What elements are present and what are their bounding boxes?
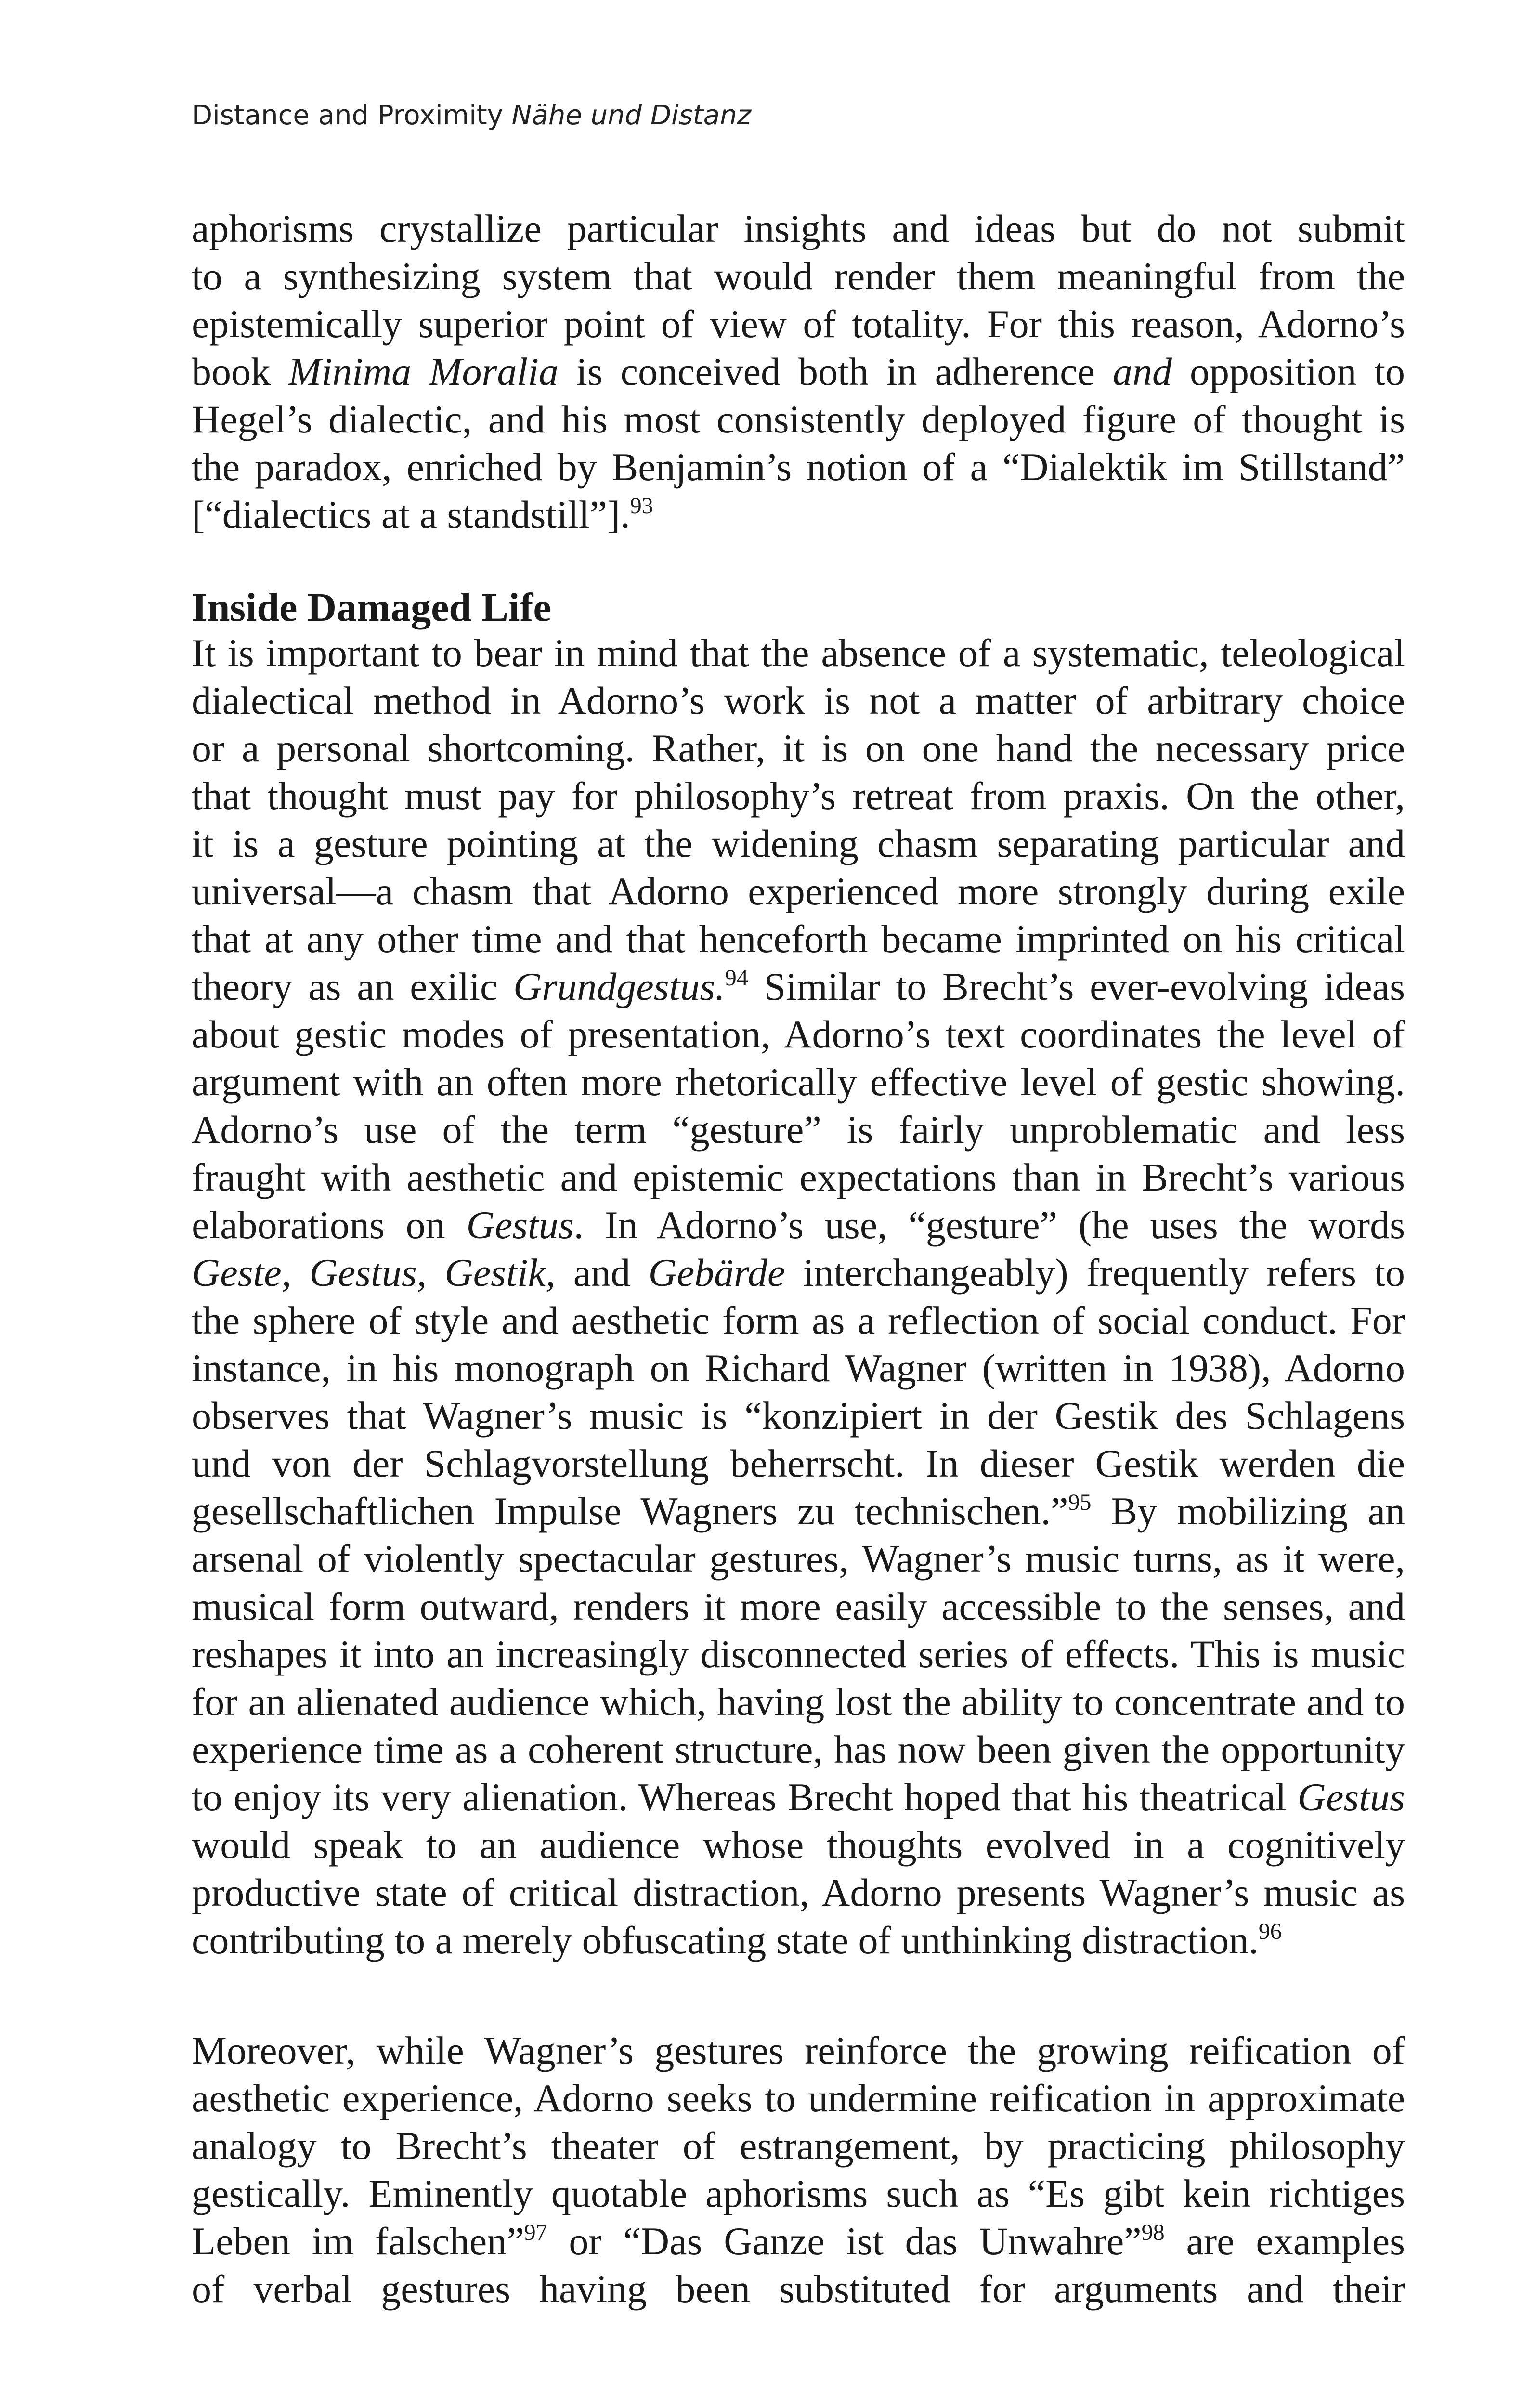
text-line: the paradox, enriched by Benjamin’s notion of a “Dialektik im Stillstand” xyxy=(192,445,1405,489)
text-line: Adorno’s use of the term “gesture” is fairly unproblematic and less xyxy=(192,1108,1405,1152)
text-line: Hegel’s dialectic, and his most consistently deployed figure of thought is xyxy=(192,397,1405,441)
text-line: dialectical method in Adorno’s work is not a matter of arbitrary choice xyxy=(192,679,1405,722)
text-line: [“dialectics at a standstill”].$^{93}$ xyxy=(192,493,653,537)
text-line: instance, in his monograph on Richard Wagner (written in 1938), Adorno xyxy=(192,1346,1405,1390)
text-line: analogy to Brecht’s theater of estrangement, by practicing philosophy xyxy=(192,2124,1405,2168)
text-line: gesellschaftlichen Impulse Wagners zu technischen.”$^{95}$ By mobilizing an xyxy=(192,1489,1405,1533)
footnote-ref-93[interactable]: 93 xyxy=(630,493,653,519)
text-line: und von der Schlagvorstellung beherrscht. In dieser Gestik werden die xyxy=(192,1441,1405,1485)
text-line: for an alienated audience which, having lost the ability to concentrate and to xyxy=(192,1680,1405,1724)
text-line: musical form outward, renders it more easily accessible to the senses, and xyxy=(192,1584,1405,1628)
running-head-title-english: Distance and Proximity xyxy=(192,100,503,131)
text-line: gestically. Eminently quotable aphorisms such as “Es gibt kein richtiges xyxy=(192,2172,1405,2215)
text-line: would speak to an audience whose thoughts evolved in a cognitively xyxy=(192,1823,1405,1867)
footnote-ref-95[interactable]: 95 xyxy=(1068,1490,1092,1515)
text-line: about gestic modes of presentation, Adorno’s text coordinates the level of xyxy=(192,1012,1405,1056)
running-head xyxy=(192,99,751,132)
text-line: observes that Wagner’s music is “konzipiert in der Gestik des Schlagens xyxy=(192,1394,1405,1438)
text-line: aphorisms crystallize particular insights and ideas but do not submit xyxy=(192,207,1405,250)
text-line: epistemically superior point of view of totality. For this reason, Adorno’s xyxy=(192,302,1405,346)
text-line: reshapes it into an increasingly disconnected series of effects. This is music xyxy=(192,1632,1405,1676)
text-line: book Minima Moralia is conceived both in adherence and opposition to xyxy=(192,350,1405,393)
body-paragraph-1 xyxy=(192,629,1405,1964)
text-line: to enjoy its very alienation. Whereas Brecht hoped that his theatrical Gestus xyxy=(192,1775,1405,1819)
book-title-minima-moralia: Minima Moralia xyxy=(288,350,559,393)
footnote-ref-98[interactable]: 98 xyxy=(1141,2220,1165,2245)
text-line: experience time as a coherent structure, has now been given the opportunity xyxy=(192,1727,1405,1771)
running-head-title-german: Nähe und Distanz xyxy=(511,100,751,131)
text-line: productive state of critical distraction, Adorno presents Wagner’s music as xyxy=(192,1871,1405,1914)
text-line: It is important to bear in mind that the absence of a systematic, teleological xyxy=(192,631,1405,675)
text-line: elaborations on Gestus. In Adorno’s use, “gesture” (he uses the words xyxy=(192,1203,1405,1247)
text-line: to a synthesizing system that would render them meaningful from the xyxy=(192,254,1405,298)
text-line: arsenal of violently spectacular gestures, Wagner’s music turns, as it were, xyxy=(192,1537,1405,1581)
section-heading: Inside Damaged Life xyxy=(192,585,551,630)
text-line: of verbal gestures having been substituted for arguments and their xyxy=(192,2267,1405,2311)
text-line: Leben im falschen”$^{97}$ or “Das Ganze ist das Unwahre”$^{98}$ are examples xyxy=(192,2219,1405,2263)
text-line: Geste, Gestus, Gestik, and Gebärde interchangeably) frequently refers to xyxy=(192,1251,1405,1295)
text-line: theory as an exilic Grundgestus.$^{94}$ Similar to Brecht’s ever-evolving ideas xyxy=(192,965,1405,1008)
text-line: it is a gesture pointing at the widening chasm separating particular and xyxy=(192,822,1405,865)
text-line: fraught with aesthetic and epistemic expectations than in Brecht’s various xyxy=(192,1155,1405,1199)
text-line: contributing to a merely obfuscating state of unthinking distraction.$^{96}$ xyxy=(192,1918,1282,1962)
body-paragraph-2 xyxy=(192,2027,1405,2313)
footnote-ref-96[interactable]: 96 xyxy=(1258,1919,1282,1944)
text-line: that at any other time and that henceforth became imprinted on his critical xyxy=(192,917,1405,961)
footnote-ref-97[interactable]: 97 xyxy=(524,2220,547,2245)
footnote-ref-94[interactable]: 94 xyxy=(725,965,748,991)
text-line: argument with an often more rhetorically effective level of gestic showing. xyxy=(192,1060,1405,1104)
text-line: aesthetic experience, Adorno seeks to undermine reification in approximate xyxy=(192,2076,1405,2120)
text-line: the sphere of style and aesthetic form as a reflection of social conduct. For xyxy=(192,1298,1405,1342)
intro-paragraph xyxy=(192,205,1405,538)
text-line: universal—a chasm that Adorno experienced more strongly during exile xyxy=(192,869,1405,913)
text-line: that thought must pay for philosophy’s retreat from praxis. On the other, xyxy=(192,774,1405,818)
text-line: or a personal shortcoming. Rather, it is on one hand the necessary price xyxy=(192,726,1405,770)
text-line: Moreover, while Wagner’s gestures reinforce the growing reification of xyxy=(192,2028,1405,2072)
